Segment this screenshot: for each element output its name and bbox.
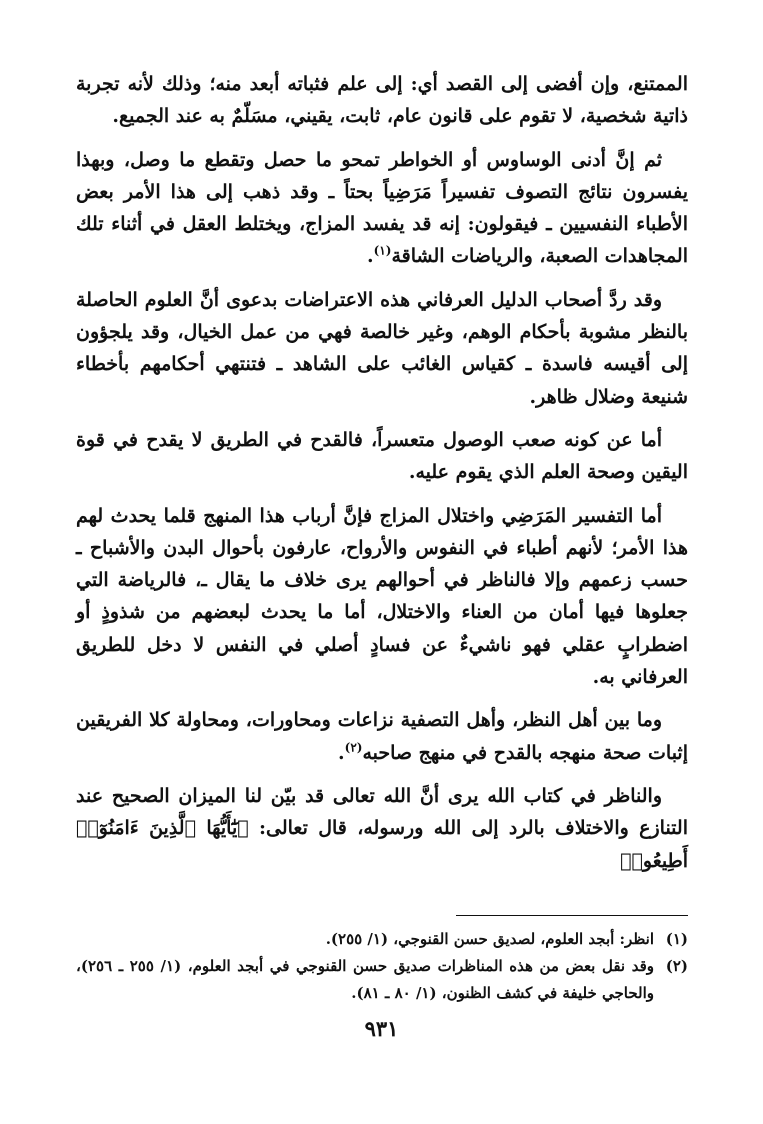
paragraph-4: أما عن كونه صعب الوصول متعسراً، فالقدح في الطريق لا يقدح في قوة اليقين وصحة العلم الذي يقوم عليه. (76, 428, 688, 484)
paragraph-2-text: ثم إنَّ أدنى الوساوس أو الخواطر تمحو ما حصل وتقطع ما وصل، وبهذا يفسرون نتائج التصوف تفسيراً مَرَضِياً بحتاً ـ وقد ذهب إلى هذا الأمر بعض الأطباء النفسيين ـ فيقولون: إنه قد يفسد المزاج، ويختلط العقل في أثناء تلك المجاهدات الصعبة، والرياضات الشاقة (76, 148, 688, 268)
footnote-2-text: وقد نقل بعض من هذه المناظرات صديق حسن القنوجي في أبجد العلوم، (١/ ٢٥٥ ـ ٢٥٦)، والحاجي خليفة في كشف الظنون، (١/ ٨٠ ـ ٨١). (76, 957, 654, 1002)
paragraph-6-text: وما بين أهل النظر، وأهل التصفية نزاعات ومحاورات، ومحاولة كلا الفريقين إثبات صحة منهجه بالقدح في منهج صاحبه (76, 709, 688, 764)
paragraph-1: الممتنع، وإن أفضى إلى القصد أي: إلى علم فثباته أبعد منه؛ وذلك لأنه تجربة ذاتية شخصية، لا تقوم على قانون عام، ثابت، يقيني، مسَلّمٌ به عند الجميع. (76, 73, 688, 128)
paragraph-2-end: . (366, 245, 374, 268)
footnote-2-number: (٢) (665, 957, 688, 975)
paragraph-5: أما التفسير المَرَضِي واختلال المزاج فإنَّ أرباب هذا المنهج قلما يحدث لهم هذا الأمر؛ لأنهم أطباء في النفوس والأرواح، عارفون بأحوال البدن والأشباح ـ حسب زعمهم وإلا فالناظر في أحوالهم يرى خلاف ما يقال ـ، فالرياضة التي جعلوها فيها أمان من العناء والاختلال، أما ما يحدث لبعضهم من شذوذٍ أو اضطرابٍ عقلي فهو ناشيءٌ عن فسادٍ أصلي في النفس لا دخل للطريق العرفاني به. (76, 504, 688, 689)
footnote-divider (456, 915, 688, 916)
paragraph-7: والناظر في كتاب الله يرى أنَّ الله تعالى قد بيّن لنا الميزان الصحيح عند التنازع والاختلاف بالرد إلى الله ورسوله، قال تعالى: ﴿يَٰٓأَيُّهَا ٱلَّذِينَ ءَامَنُوٓا۟ أَطِيعُوا۟ (76, 784, 688, 872)
footnote-ref-1[interactable]: (١) (373, 244, 392, 259)
footnotes (76, 926, 688, 1007)
body-text (76, 68, 688, 888)
footnote-1 (76, 926, 688, 953)
paragraph-2 (76, 144, 688, 273)
footnote-2 (76, 953, 688, 1007)
footnote-ref-2[interactable]: (٢) (344, 740, 363, 755)
page-number: ٩٣١ (364, 1016, 399, 1041)
paragraph-3: وقد ردَّ أصحاب الدليل العرفاني هذه الاعتراضات بدعوى أنَّ العلوم الحاصلة بالنظر مشوبة بأحكام الوهم، وغير خالصة فهي من عمل الخيال، وقد يلجؤون إلى أقيسه فاسدة ـ كقياس الغائب على الشاهد ـ فتنتهي أحكامهم بأخطاء شنيعة وضلال ظاهر. (76, 288, 688, 408)
footnote-1-number: (١) (665, 930, 688, 948)
footnote-1-text: انظر: أبجد العلوم، لصديق حسن القنوجي، (١/ ٢٥٥). (325, 930, 654, 948)
paragraph-6-end: . (338, 741, 345, 764)
paragraph-6 (76, 704, 688, 769)
